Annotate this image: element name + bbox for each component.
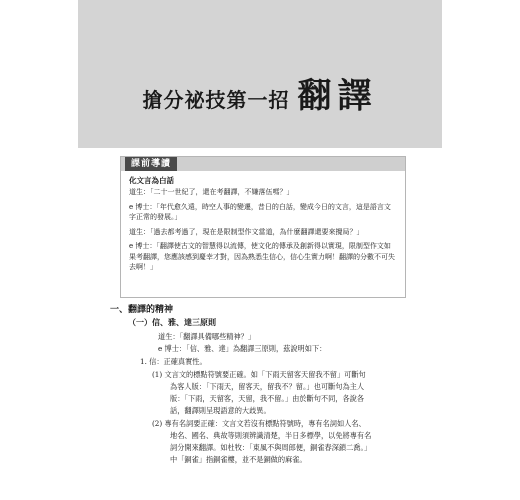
intro-box-tab: 課前導讀	[125, 157, 177, 171]
intro-box-header	[121, 157, 405, 171]
chapter-title-main: 翻譯	[297, 76, 378, 116]
item-line: 版：「下雨，天留客，天留，我不留。」由於斷句不同，各說各	[170, 394, 365, 403]
chapter-title	[0, 68, 520, 117]
subsection-heading: （一）信、雅、達三原則	[128, 318, 216, 327]
intro-box-subtitle: 化文言為白話	[129, 176, 174, 185]
item-line: 為客人版：「下雨天，留客天，留我不？留。」也可斷句為主人	[170, 382, 365, 391]
item-line: (1) 文言文的標點符號要正確。如「下雨天留客天留我不留」可斷句	[152, 370, 366, 379]
chapter-title-prefix: 搶分祕技第一招	[142, 88, 290, 112]
section-heading: 一、翻譯的精神	[110, 305, 174, 315]
item-line: 詞分開來翻譯。如杜牧：「東風不與周郎便，銅雀春深鎖二喬。」	[170, 443, 372, 452]
dialogue-line: 道生：「二十一世紀了，還在考翻譯，不嫌落伍嗎？」	[129, 188, 294, 196]
item-line: 中「銅雀」指銅雀樓，並不是銅做的麻雀。	[170, 455, 307, 464]
question-line: 道生：「翻譯具備哪些精神？」	[158, 332, 256, 341]
dialogue-line: e 博士：「年代愈久遠，時空人事的變遷，昔日的白話，變成今日的文言，這是語言文字正常的發展。」	[129, 202, 391, 221]
item-line: (2) 專有名詞要正確：文言文若沒有標點符號時，專有名詞如人名、	[152, 419, 366, 428]
dialogue-line: e 博士：「翻譯使古文的智慧得以流傳，使文化的傳承及創新得以實現，限制型作文如果考翻譯，您應該感到慶幸才對，因為熟悉生信心，信心生實力啊！翻譯的分數不可失去啊！」	[129, 242, 395, 271]
answer-line: e 博士：「信、雅、達」為翻譯三原則，茲說明如下：	[158, 344, 327, 353]
item-line: 地名、國名、典故等則須辨識清楚，半日多標學，以免將專有名	[170, 431, 372, 440]
intro-box-body	[121, 171, 405, 273]
point-heading: 1. 信：正確真實性。	[140, 357, 207, 366]
intro-box	[120, 156, 406, 298]
item-line: 話，翻譯則呈現語意的大歧異。	[170, 406, 271, 415]
dialogue-line: 道生：「過去都考過了，現在是限制型作文當道，為什麼翻譯還要來攪局？」	[129, 227, 364, 236]
